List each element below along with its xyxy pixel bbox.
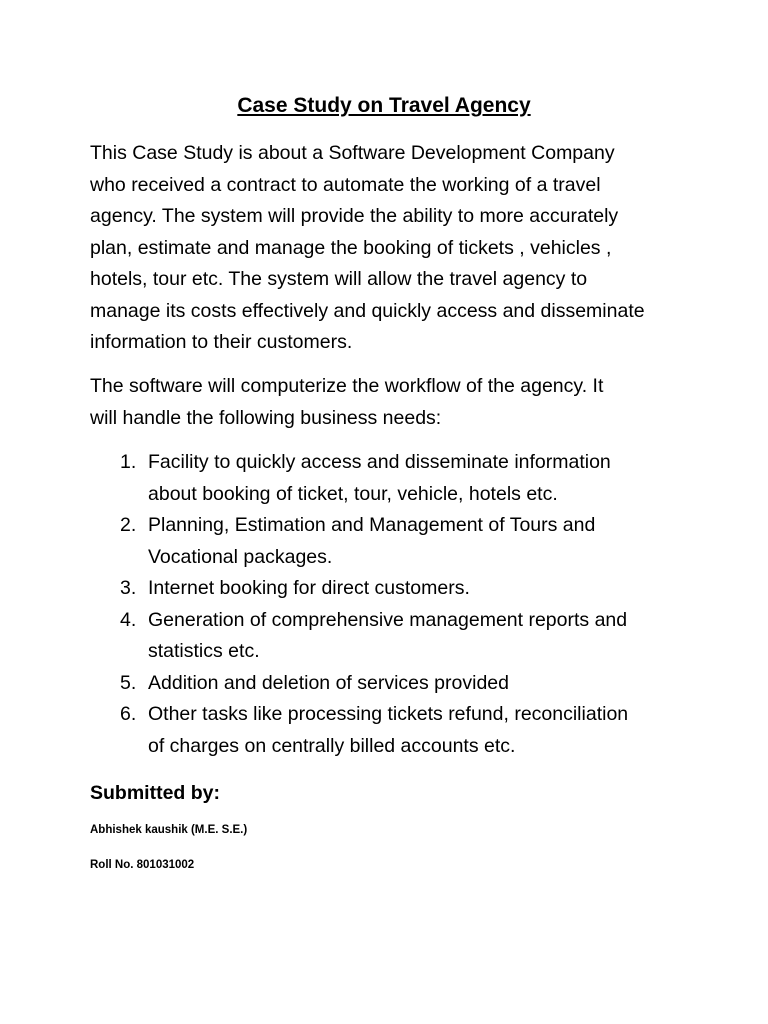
- list-item: [120, 447, 720, 510]
- paragraph-line: information to their customers.: [90, 331, 353, 353]
- list-number: 6.: [120, 703, 137, 725]
- list-item: [120, 605, 720, 668]
- list-item-line: Other tasks like processing tickets refund, reconciliation: [148, 703, 629, 725]
- author-name: Abhishek kaushik (M.E. S.E.): [90, 824, 248, 836]
- list-item-line: Generation of comprehensive management reports and: [148, 608, 628, 631]
- list-number: 2.: [120, 514, 137, 536]
- document-title: Case Study on Travel Agency: [237, 94, 531, 117]
- list-item-text: [148, 573, 720, 605]
- intro-paragraph: [90, 138, 690, 359]
- business-needs-list: [120, 447, 720, 762]
- list-item-line: Addition and deletion of services provided: [148, 671, 509, 694]
- list-item-line: Planning, Estimation and Management of Tours and: [148, 514, 596, 536]
- paragraph-line: manage its costs effectively and quickly access and disseminate: [90, 299, 645, 322]
- roll-number: Roll No. 801031002: [90, 859, 195, 871]
- list-item-line: Internet booking for direct customers.: [148, 577, 470, 599]
- list-number: 1.: [120, 451, 137, 473]
- list-item-text: [148, 510, 720, 573]
- list-number: 5.: [120, 671, 137, 694]
- list-item: [120, 510, 720, 573]
- list-item-line: of charges on centrally billed accounts etc.: [148, 734, 516, 757]
- list-item-line: statistics etc.: [148, 640, 260, 662]
- list-number: 4.: [120, 608, 137, 631]
- paragraph-line: The software will computerize the workflow of the agency. It: [90, 375, 604, 397]
- paragraph-line: who received a contract to automate the working of a travel: [90, 173, 601, 196]
- list-item: [120, 699, 720, 762]
- paragraph-line: plan, estimate and manage the booking of tickets , vehicles ,: [90, 236, 612, 259]
- list-item-line: Facility to quickly access and disseminate information: [148, 451, 611, 473]
- list-item-text: [148, 447, 720, 510]
- list-item: [120, 573, 720, 605]
- list-item-text: [148, 699, 720, 762]
- list-item-text: [148, 605, 720, 668]
- list-item-text: [148, 668, 720, 700]
- list-item-line: about booking of ticket, tour, vehicle, hotels etc.: [148, 482, 558, 505]
- list-item: [120, 668, 720, 700]
- paragraph-line: hotels, tour etc. The system will allow the travel agency to: [90, 268, 588, 290]
- paragraph-line: agency. The system will provide the ability to more accurately: [90, 205, 619, 227]
- workflow-paragraph: [90, 371, 690, 434]
- paragraph-line: will handle the following business needs:: [90, 406, 442, 429]
- list-item-line: Vocational packages.: [148, 545, 333, 568]
- list-number: 3.: [120, 577, 137, 599]
- submitted-by-heading: Submitted by:: [90, 782, 220, 804]
- paragraph-line: This Case Study is about a Software Development Company: [90, 142, 615, 164]
